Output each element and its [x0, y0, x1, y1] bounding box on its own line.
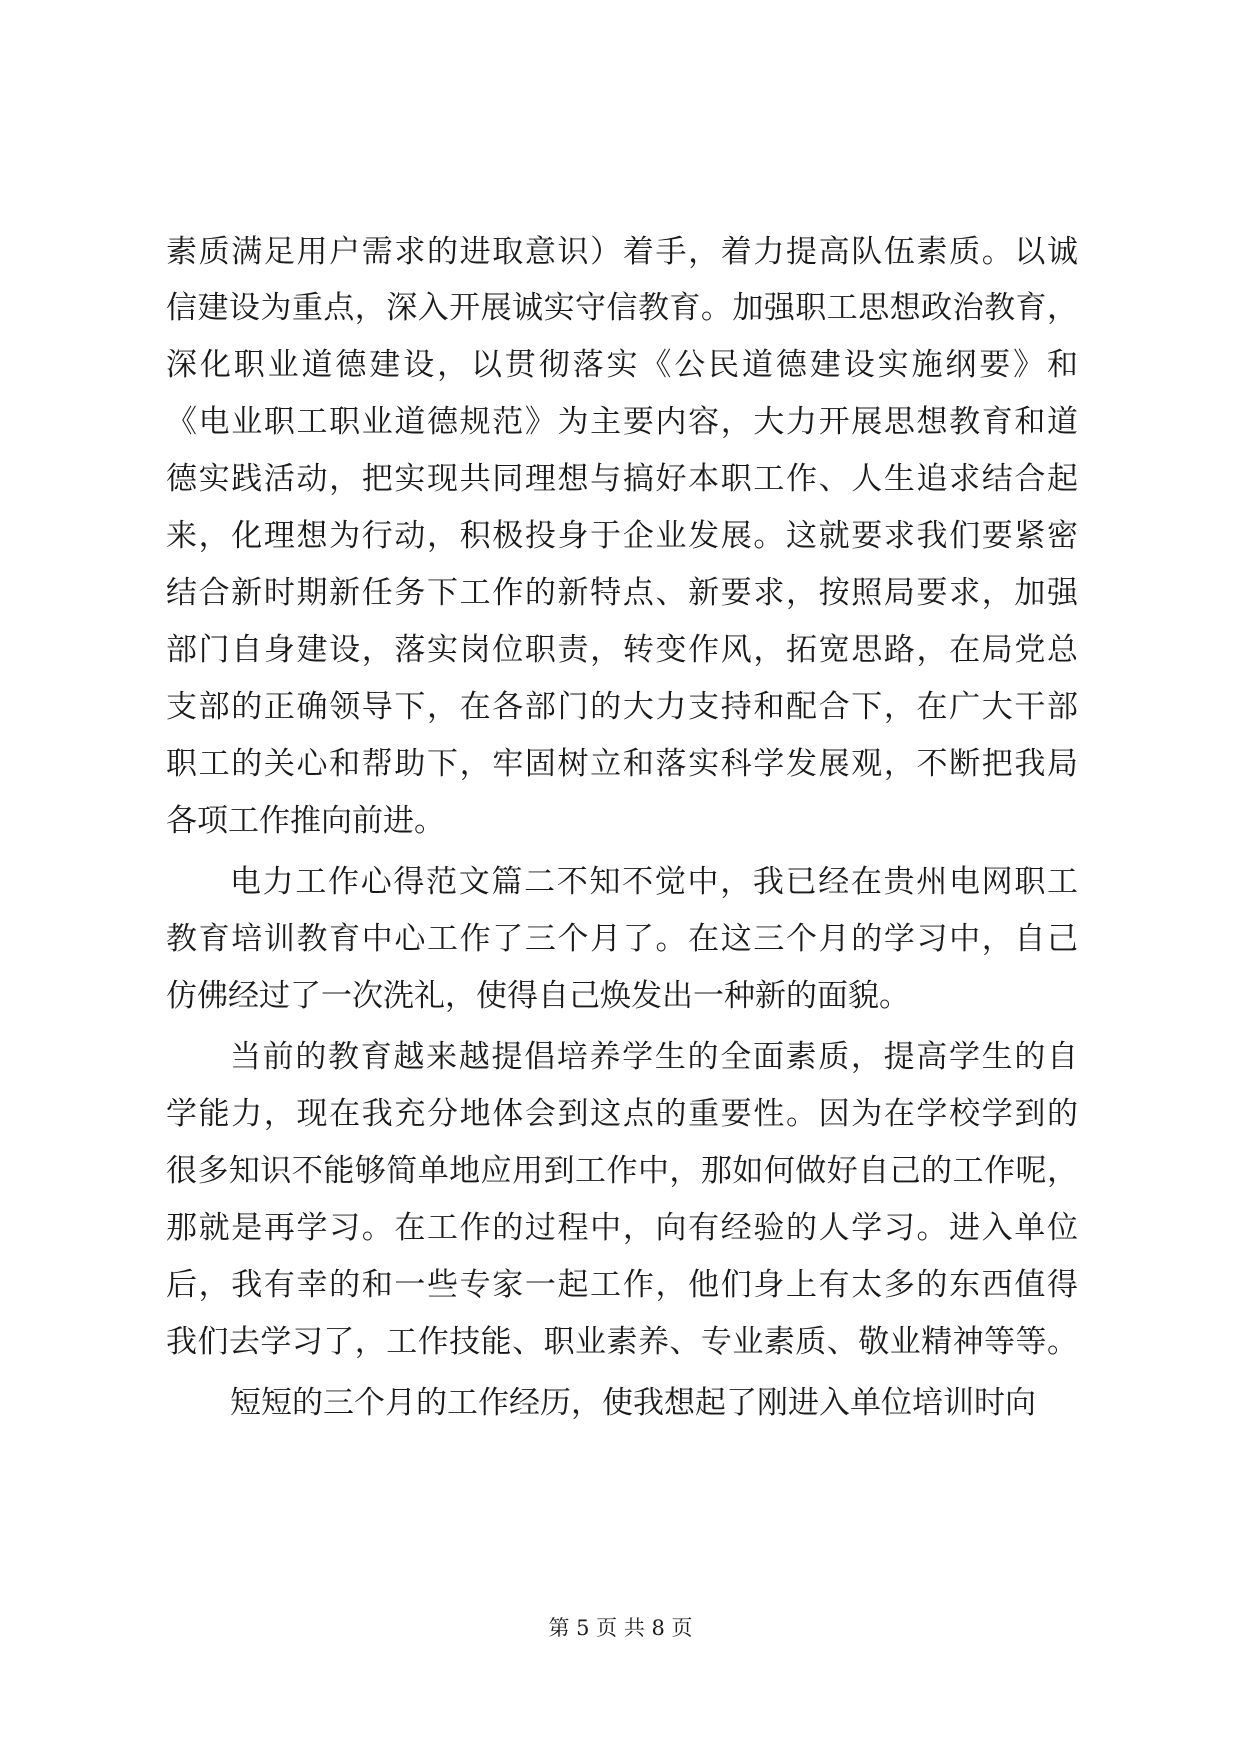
text-line: 支部的正确领导下，在各部门的大力支持和配合下，在广大干部	[166, 689, 1078, 725]
text-line: 素质满足用户需求的进取意识）着手，着力提高队伍素质。以诚	[166, 234, 1078, 270]
text-line: 各项工作推向前进。	[166, 803, 445, 839]
text-line: 《电业职工职业道德规范》为主要内容，大力开展思想教育和道	[166, 404, 1078, 440]
page-number-footer: 第 5 页 共 8 页	[548, 1616, 693, 1640]
paragraph-first-line: 短短的三个月的工作经历，使我想起了刚进入单位培训时向	[230, 1385, 1036, 1421]
text-line: 学能力，现在我充分地体会到这点的重要性。因为在学校学到的	[166, 1096, 1078, 1132]
text-line: 那就是再学习。在工作的过程中，向有经验的人学习。进入单位	[166, 1210, 1078, 1246]
text-line: 职工的关心和帮助下，牢固树立和落实科学发展观，不断把我局	[166, 746, 1078, 782]
text-line: 教育培训教育中心工作了三个月了。在这三个月的学习中，自己	[166, 921, 1078, 957]
text-line: 深化职业道德建设，以贯彻落实《公民道德建设实施纲要》和	[166, 347, 1078, 383]
paragraph-first-line: 当前的教育越来越提倡培养学生的全面素质，提高学生的自	[230, 1039, 1078, 1075]
paragraph-first-line: 电力工作心得范文篇二不知不觉中，我已经在贵州电网职工	[230, 864, 1078, 900]
text-line: 信建设为重点，深入开展诚实守信教育。加强职工思想政治教育，	[166, 290, 1078, 326]
text-line: 我们去学习了，工作技能、职业素养、专业素质、敬业精神等等。	[166, 1324, 1078, 1360]
text-line: 结合新时期新任务下工作的新特点、新要求，按照局要求，加强	[166, 575, 1078, 611]
text-line: 部门自身建设，落实岗位职责，转变作风，拓宽思路，在局党总	[166, 632, 1078, 668]
text-line: 很多知识不能够简单地应用到工作中，那如何做好自己的工作呢，	[166, 1153, 1078, 1189]
text-line: 德实践活动，把实现共同理想与搞好本职工作、人生追求结合起	[166, 461, 1078, 497]
text-line: 来，化理想为行动，积极投身于企业发展。这就要求我们要紧密	[166, 518, 1078, 554]
text-line: 仿佛经过了一次洗礼，使得自己焕发出一种新的面貌。	[166, 978, 910, 1014]
text-line: 后，我有幸的和一些专家一起工作，他们身上有太多的东西值得	[166, 1267, 1078, 1303]
